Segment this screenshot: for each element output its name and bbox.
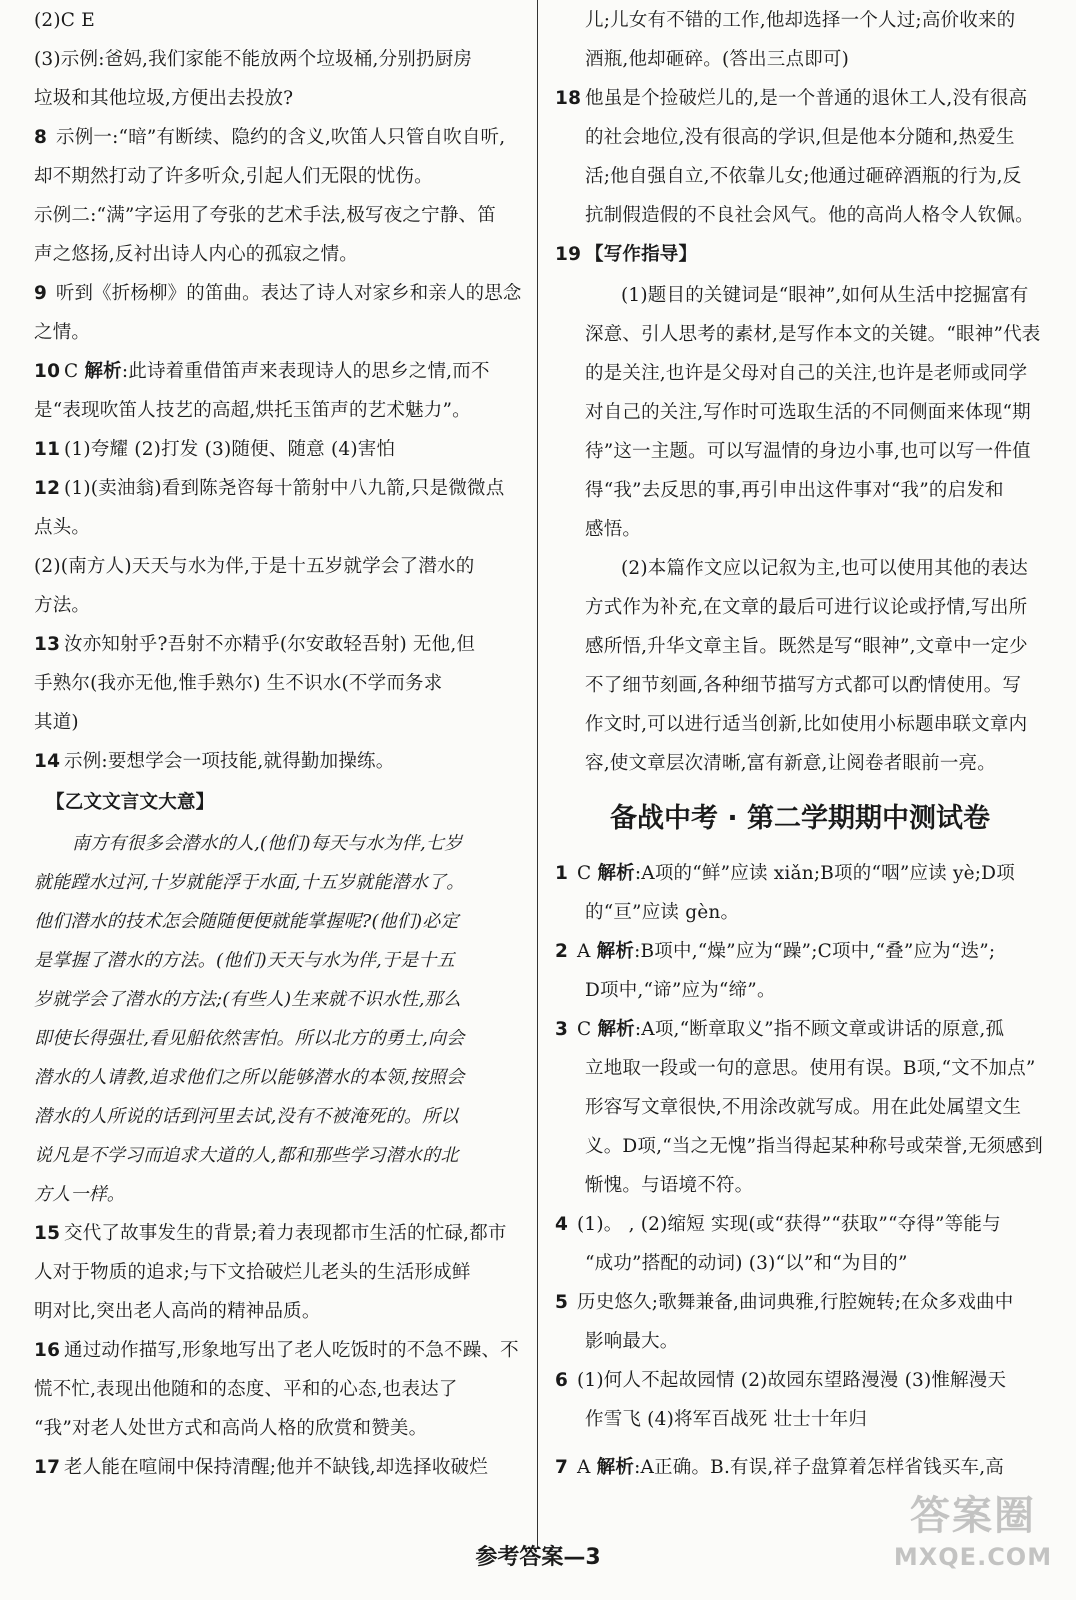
line-text: 示例二:“满”字运用了夸张的艺术手法,极写夜之宁静、笛 [34,205,496,226]
line-text: 的“亘”应读 gèn。 [585,902,740,923]
line-text: 即使长得强壮,看见船依然害怕。所以北方的勇士,向会 [34,1028,465,1049]
text-line [34,1182,125,1208]
line-text: 他们潜水的技术怎会随随便便就能掌握呢?(他们)必定 [34,911,459,932]
text-line [34,398,471,424]
question-number: 5 [555,1292,569,1313]
line-text: 岁就学会了潜水的方法;(有些人)生来就不识水性,那么 [34,989,462,1010]
text-line [34,281,522,307]
question-number: 16 [34,1340,61,1361]
text-line [34,86,293,112]
line-text: 方人一样。 [34,1184,125,1205]
line-text: C 解析:此诗着重借笛声来表现诗人的思乡之情,而不 [64,361,490,382]
section-title: 备战中考 · 第二学期期中测试卷 [609,803,991,834]
line-text: (1)。 , (2)缩短 实现(或“获得”“获取”“夺得”等能与 [577,1214,1001,1235]
text-line [34,1338,519,1364]
question-number: 8 [34,127,48,148]
text-line [555,86,1027,112]
line-text: 对自己的关注,写作时可选取生活的不同侧面来体现“期 [585,402,1031,423]
question-number: 17 [34,1457,61,1478]
line-text: “我”对老人处世方式和高尚人格的欣赏和赞美。 [34,1418,428,1439]
line-text: (2)C E [34,10,95,31]
question-number: 13 [34,634,61,655]
text-line [34,164,433,190]
line-text: (1)(卖油翁)看到陈尧咨每十箭射中八九箭,只是微微点 [64,478,505,499]
line-text: 待”这一主题。可以写温情的身边小事,也可以写一件值 [585,441,1031,462]
text-line [34,1026,464,1052]
question-number: 14 [34,751,61,772]
text-line [585,900,739,926]
text-line [621,283,1029,309]
line-text: 【乙文文言文大意】 [46,792,215,813]
text-line [34,749,394,775]
line-text: 声之悠扬,反衬出诗人内心的孤寂之情。 [34,244,358,265]
line-text: 慌不忙,表现出他随和的态度、平和的心态,也表达了 [34,1379,458,1400]
line-text: 形容写文章很快,不用涂改就写成。用在此处属望文生 [585,1097,1022,1118]
text-line [585,1134,1043,1160]
text-line [34,125,505,151]
line-text: 老人能在喧闹中保持清醒;他并不缺钱,却选择收破烂 [64,1457,488,1478]
text-line [34,948,455,974]
line-text: 南方有很多会潜水的人,(他们)每天与水为伴,七岁 [72,833,463,854]
line-text: 潜水的人所说的话到河里去试,没有不被淹死的。所以 [34,1106,459,1127]
text-line [34,671,442,697]
text-line [34,909,459,935]
text-line [585,595,1027,621]
analysis-label: 解析 [597,863,635,884]
text-line [585,673,1021,699]
line-text: C 解析:A项,“断章取义”指不顾文章或讲话的原意,孤 [577,1019,1005,1040]
text-line [585,439,1031,465]
line-text: 垃圾和其他垃圾,方便出去投放? [34,88,294,109]
line-text: C 解析:A项的“鲜”应读 xiǎn;B项的“咽”应读 yè;D项 [577,863,1015,884]
line-text: 之情。 [34,322,91,343]
text-line [34,870,464,896]
line-text: 手熟尔(我亦无他,惟手熟尔) 生不识水(不学而务求 [34,673,443,694]
text-line [585,1407,867,1433]
line-text: 示例一:“暗”有断续、隐约的含义,吹笛人只管自吹自听, [56,127,506,148]
line-text: 抗制假造假的不良社会风气。他的高尚人格令人钦佩。 [585,205,1034,226]
line-text: (3)示例:爸妈,我们家能不能放两个垃圾桶,分别扔厨房 [34,49,473,70]
watermark-url: MXQE.COM [893,1543,1053,1571]
line-text: (2)(南方人)天天与水为伴,于是十五岁就学会了潜水的 [34,556,475,577]
watermark-text: 答案圈 [910,1493,1036,1539]
line-text: (2)本篇作文应以记叙为主,也可以使用其他的表达 [621,558,1028,579]
line-text: 活;他自强自立,不依靠儿女;他通过砸碎酒瓶的行为,反 [585,166,1022,187]
question-number: 9 [34,283,48,304]
line-text: 点头。 [34,517,91,538]
text-line [72,831,462,857]
line-text: 方法。 [34,595,91,616]
text-line [34,1299,321,1325]
question-number: 4 [555,1214,569,1235]
analysis-label: 解析 [596,1457,635,1478]
text-line [585,164,1021,190]
question-number: 2 [555,941,569,962]
line-text: 的社会地位,没有很高的学识,但是他本分随和,热爱生 [585,127,1015,148]
text-line [34,1221,507,1247]
question-number: 19 [555,244,582,265]
line-text: 听到《折杨柳》的笛曲。表达了诗人对家乡和亲人的思念 [55,283,522,304]
text-line [555,939,995,965]
text-line [46,790,214,816]
question-number: 11 [34,439,61,460]
text-line [34,437,395,463]
column-divider [537,0,538,1548]
line-text: 作文时,可以进行适当创新,比如使用小标题串联文章内 [585,714,1028,735]
text-line [34,710,79,736]
text-line [585,203,1034,229]
line-text: 不了细节刻画,各种细节描写方式都可以酌情使用。写 [585,675,1022,696]
text-line [555,1455,1004,1481]
text-line [585,478,1004,504]
text-line [34,8,95,34]
text-line [34,242,358,268]
line-text: 方式作为补充,在文章的最后可进行议论或抒情,写出所 [585,597,1028,618]
question-number: 18 [555,88,582,109]
text-line [585,517,641,543]
text-line [34,1377,458,1403]
text-line [34,593,90,619]
line-text: 示例:要想学会一项技能,就得勤加操练。 [64,751,395,772]
analysis-label: 解析 [597,1019,635,1040]
analysis-label: 解析 [596,941,635,962]
text-line [34,515,90,541]
line-text: 作雪飞 (4)将军百战死 壮士十年归 [585,1409,868,1430]
page-footer: 参考答案—3 [475,1545,601,1570]
line-text: 立地取一段或一句的意思。使用有误。B项,“文不加点” [585,1058,1036,1079]
line-text: 容,使文章层次清晰,富有新意,让阅卷者眼前一亮。 [585,753,996,774]
line-text: (1)何人不起故园情 (2)故园东望路漫漫 (3)惟解漫天 [577,1370,1007,1391]
text-line [585,1251,908,1277]
line-text: D项中,“谛”应为“缔”。 [585,980,776,1001]
text-line [34,359,490,385]
line-text: 说凡是不学习而追求大道的人,都和那些学习潜水的北 [34,1145,459,1166]
line-text: A 解析:B项中,“燥”应为“躁”;C项中,“叠”应为“迭”; [577,941,996,962]
text-line [34,1455,488,1481]
question-number: 1 [555,863,569,884]
text-line [621,556,1028,582]
line-text: 历史悠久;歌舞兼备,曲词典雅,行腔婉转;在众多戏曲中 [577,1292,1014,1313]
text-line [585,634,1028,660]
line-text: (1)夸耀 (2)打发 (3)随便、随意 (4)害怕 [64,439,396,460]
line-text: 的是关注,也许是父母对自己的关注,也许是老师或同学 [585,363,1028,384]
line-text: 人对于物质的追求;与下文拾破烂儿老头的生活形成鲜 [34,1262,471,1283]
text-line [34,1416,427,1442]
text-line [34,47,472,73]
question-number: 3 [555,1019,569,1040]
text-line [34,1143,459,1169]
question-number: 10 [34,361,61,382]
text-line [34,203,496,229]
text-line [585,751,996,777]
line-text: 义。D项,“当之无愧”指当得起某种称号或荣誉,无须感到 [585,1136,1043,1157]
line-text: 【写作指导】 [585,244,698,265]
text-line [585,1095,1021,1121]
question-number: 12 [34,478,61,499]
line-text: 影响最大。 [585,1331,679,1352]
text-line [585,978,776,1004]
analysis-label: 解析 [84,361,122,382]
line-text: “成功”搭配的动词) (3)“以”和“为目的” [585,1253,908,1274]
line-text: 是掌握了潜水的方法。(他们)天天与水为伴,于是十五 [34,950,455,971]
text-line [34,1065,464,1091]
text-line [585,47,849,73]
text-line [555,1017,1004,1043]
line-text: 交代了故事发生的背景;着力表现都市生活的忙碌,都市 [64,1223,507,1244]
line-text: 感所悟,升华文章主旨。既然是写“眼神”,文章中一定少 [585,636,1028,657]
text-line [555,1212,1001,1238]
text-line [34,1104,459,1130]
text-line [585,1329,679,1355]
text-line [585,8,1015,34]
text-line [34,320,90,346]
line-text: 他虽是个捡破烂儿的,是一个普通的退休工人,没有很高 [585,88,1028,109]
text-line [555,861,1015,887]
line-text: 得“我”去反思的事,再引申出这件事对“我”的启发和 [585,480,1004,501]
text-line [585,361,1027,387]
line-text: 酒瓶,他却砸碎。(答出三点即可) [585,49,850,70]
watermark-logo [888,1490,1058,1590]
line-text: 就能蹚水过河,十岁就能浮于水面,十五岁就能潜水了。 [34,872,465,893]
text-line [555,1368,1006,1394]
text-line [555,1290,1013,1316]
text-line [34,476,504,502]
text-line [585,712,1027,738]
text-line [34,632,475,658]
line-text: 汝亦知射乎?吾射不亦精乎(尔安敢轻吾射) 无他,但 [64,634,476,655]
text-line [34,987,461,1013]
line-text: 惭愧。与语境不符。 [585,1175,754,1196]
line-text: 感悟。 [585,519,642,540]
text-line [585,322,1041,348]
text-line [585,125,1015,151]
line-text: 明对比,突出老人高尚的精神品质。 [34,1301,321,1322]
line-text: 儿;儿女有不错的工作,他却选择一个人过;高价收来的 [585,10,1016,31]
line-text: (1)题目的关键词是“眼神”,如何从生活中挖掘富有 [621,285,1029,306]
question-number: 7 [555,1457,569,1478]
line-text: 却不期然打动了许多听众,引起人们无限的忧伤。 [34,166,433,187]
question-number: 15 [34,1223,61,1244]
question-number: 6 [555,1370,569,1391]
text-line [585,400,1031,426]
line-text: 是“表现吹笛人技艺的高超,烘托玉笛声的艺术魅力”。 [34,400,471,421]
line-text: A 解析:A正确。B.有误,祥子盘算着怎样省钱买车,高 [577,1457,1004,1478]
text-line [585,1056,1036,1082]
text-line [34,554,474,580]
line-text: 其道) [34,712,79,733]
line-text: 深意、引人思考的素材,是写作本文的关键。“眼神”代表 [585,324,1041,345]
text-line [555,242,697,268]
text-line [34,1260,471,1286]
line-text: 潜水的人请教,追求他们之所以能够潜水的本领,按照会 [34,1067,465,1088]
line-text: 通过动作描写,形象地写出了老人吃饭时的不急不躁、不 [64,1340,519,1361]
text-line [585,1173,753,1199]
